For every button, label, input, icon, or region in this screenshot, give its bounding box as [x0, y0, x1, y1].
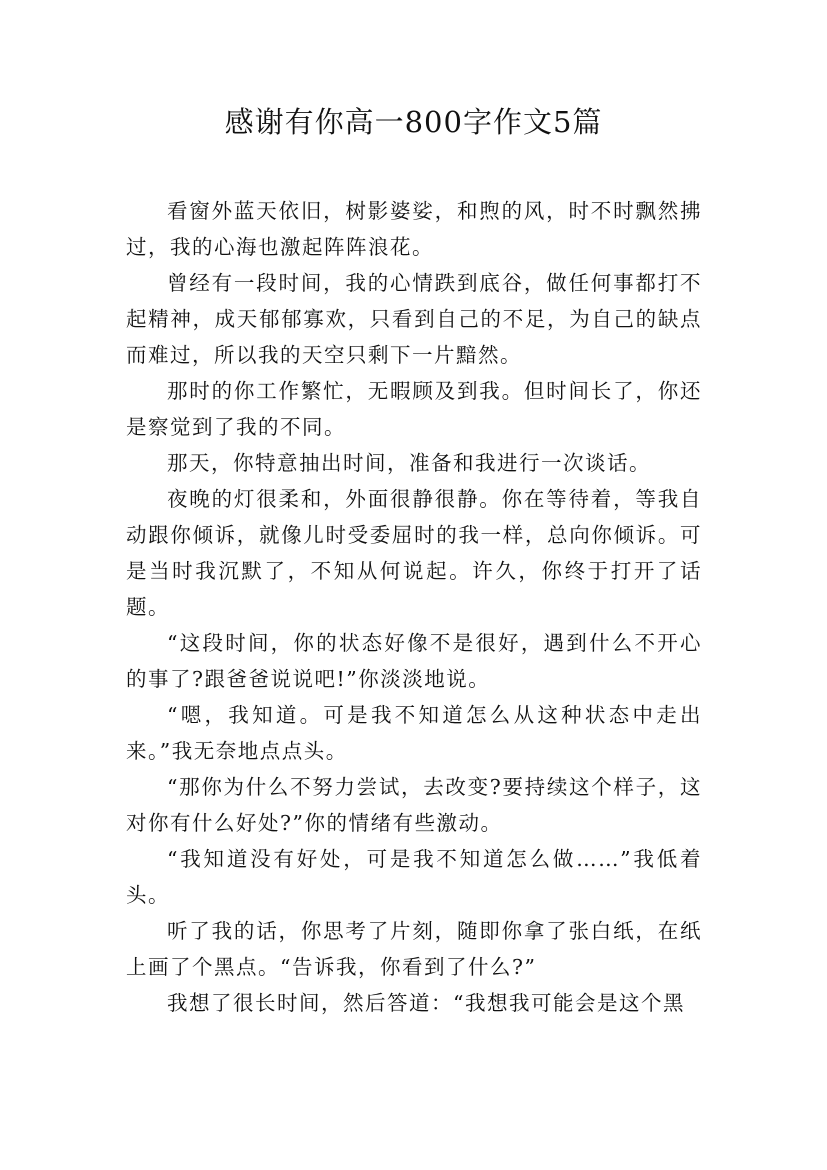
paragraph: 那天，你特意抽出时间，准备和我进行一次谈话。: [167, 451, 651, 475]
paragraph: “那你为什么不努力尝试，去改变?要持续这个样子，这对你有什么好处?”你的情绪有些激动。: [126, 775, 702, 835]
paragraph: 夜晚的灯很柔和，外面很静很静。你在等待着，等我自动跟你倾诉，就像儿时受委屈时的我一样，总向你倾诉。可是当时我沉默了，不知从何说起。许久，你终于打开了话题。: [126, 487, 702, 619]
paragraph: “这段时间，你的状态好像不是很好，遇到什么不开心的事了?跟爸爸说说吧!”你淡淡地说。: [126, 631, 702, 691]
document-body: [126, 193, 702, 1021]
paragraph: 我想了很长时间，然后答道：“我想我可能会是这个黑: [167, 991, 685, 1015]
paragraph: 曾经有一段时间，我的心情跌到底谷，做任何事都打不起精神，成天郁郁寡欢，只看到自己的不足，为自己的缺点而难过，所以我的天空只剩下一片黯然。: [126, 271, 702, 367]
paragraph: “嗯，我知道。可是我不知道怎么从这种状态中走出来。”我无奈地点点头。: [126, 703, 702, 763]
paragraph: 那时的你工作繁忙，无暇顾及到我。但时间长了，你还是察觉到了我的不同。: [126, 379, 702, 439]
document-title: 感谢有你高一800字作文5篇: [224, 105, 603, 139]
paragraph: 听了我的话，你思考了片刻，随即你拿了张白纸，在纸上画了个黑点。“告诉我，你看到了什么?”: [126, 919, 702, 979]
paragraph: 看窗外蓝天依旧，树影婆娑，和煦的风，时不时飘然拂过，我的心海也激起阵阵浪花。: [126, 199, 702, 259]
paragraph: “我知道没有好处，可是我不知道怎么做……”我低着头。: [126, 847, 702, 907]
